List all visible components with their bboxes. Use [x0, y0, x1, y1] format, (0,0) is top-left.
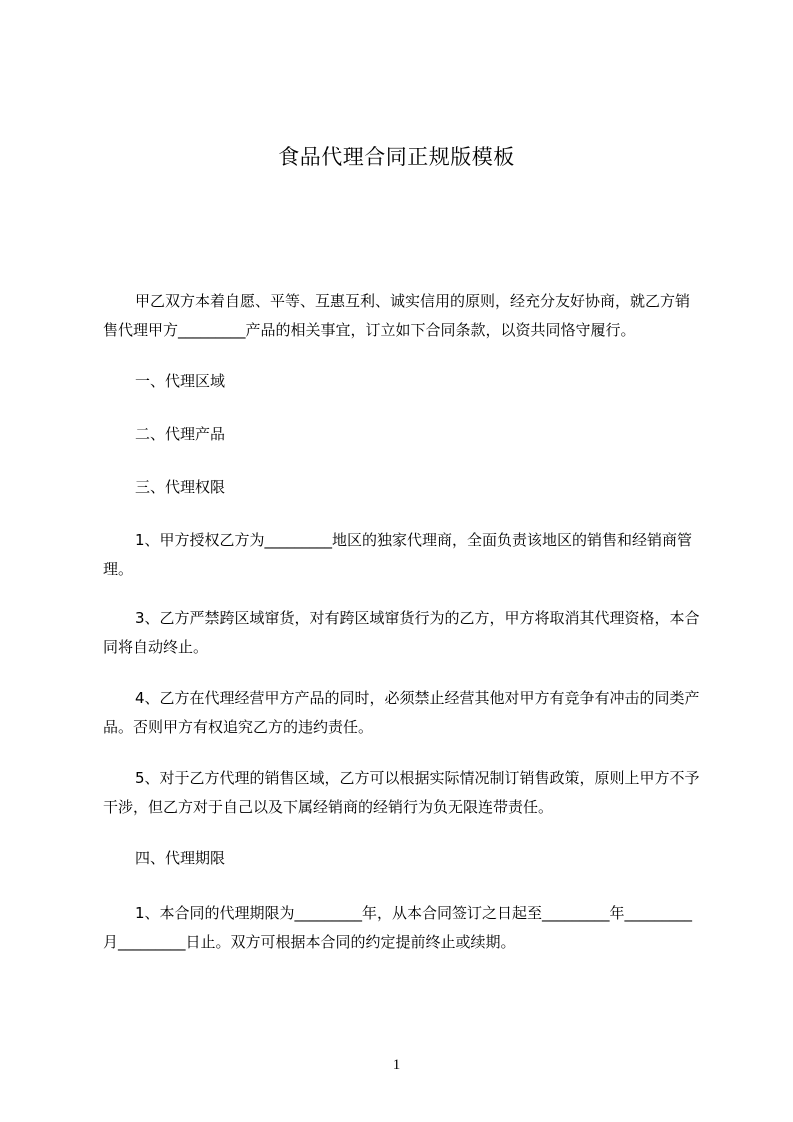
section-heading-region: 一、代理区域 — [135, 372, 226, 390]
section-heading-term: 四、代理期限 — [135, 849, 226, 867]
section-heading-product: 二、代理产品 — [135, 425, 226, 443]
clause-non-compete: 4、乙方在代理经营甲方产品的同时，必须禁止经营其他对甲方有竞争有冲击的同类产品。否则甲方有权追究乙方的违约责任。 — [103, 689, 700, 736]
document-title: 食品代理合同正规版模板 — [278, 145, 515, 169]
page-number: 1 — [392, 1057, 401, 1073]
intro-paragraph: 甲乙双方本着自愿、平等、互惠互利、诚实信用的原则，经充分友好协商，就乙方销售代理甲方_________产品的相关事宜，订立如下合同条款，以资共同恪守履行。 — [103, 292, 691, 339]
clause-sales-policy: 5、对于乙方代理的销售区域，乙方可以根据实际情况制订销售政策，原则上甲方不予干涉，但乙方对于自己以及下属经销商的经销行为负无限连带责任。 — [103, 769, 700, 816]
clause-exclusive-agent: 1、甲方授权乙方为_________地区的独家代理商，全面负责该地区的销售和经销商管理。 — [103, 531, 693, 578]
clause-agency-term: 1、本合同的代理期限为_________年，从本合同签订之日起至_________年_________月_________日止。双方可根据本合同的约定提前终止或续期。 — [103, 904, 693, 951]
clause-cross-region: 3、乙方严禁跨区域窜货，对有跨区域窜货行为的乙方，甲方将取消其代理资格，本合同将自动终止。 — [103, 609, 700, 656]
section-heading-authority: 三、代理权限 — [135, 478, 226, 496]
